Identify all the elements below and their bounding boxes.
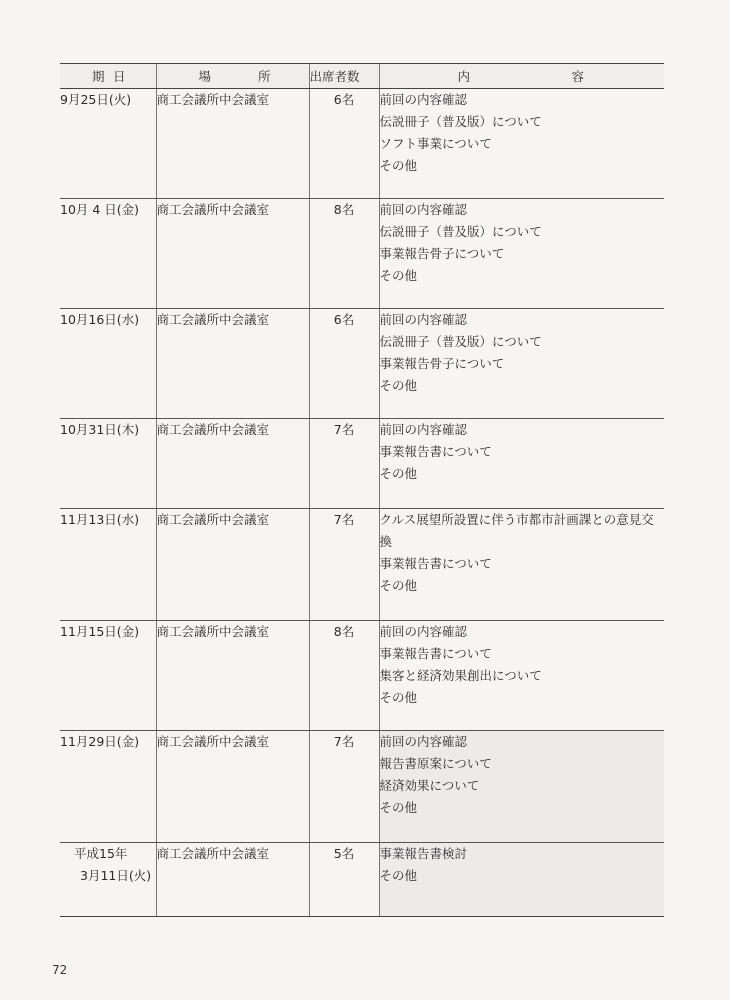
date-line: 11月13日(水) xyxy=(60,512,140,527)
cell-date xyxy=(60,621,156,731)
content-line: その他 xyxy=(379,158,418,173)
header-place xyxy=(156,64,309,89)
cell-attendance: 7名 xyxy=(309,419,379,509)
date-line: 11月29日(金) xyxy=(60,734,140,749)
date-line: 9月25日(火) xyxy=(60,92,132,107)
cell-content xyxy=(379,309,664,419)
content-line: その他 xyxy=(379,578,418,593)
cell-attendance: 6名 xyxy=(309,309,379,419)
cell-place: 商工会議所中会議室 xyxy=(156,509,309,621)
content-line: その他 xyxy=(379,466,418,481)
cell-content xyxy=(379,621,664,731)
date-line: 平成15年 xyxy=(74,846,128,861)
cell-place: 商工会議所中会議室 xyxy=(156,731,309,843)
cell-place: 商工会議所中会議室 xyxy=(156,419,309,509)
content-line: 事業報告書について xyxy=(379,444,492,459)
header-date xyxy=(60,64,156,89)
cell-place: 商工会議所中会議室 xyxy=(156,199,309,309)
content-line: クルス展望所設置に伴う市都市計画課との意見交換 xyxy=(379,512,654,549)
date-line: 10月31日(木) xyxy=(60,422,140,437)
content-line: その他 xyxy=(379,690,418,705)
cell-place: 商工会議所中会議室 xyxy=(156,89,309,199)
meeting-schedule-table xyxy=(60,63,664,917)
table-row xyxy=(60,309,664,419)
cell-place: 商工会議所中会議室 xyxy=(156,843,309,917)
cell-content xyxy=(379,419,664,509)
cell-date xyxy=(60,199,156,309)
header-place-char-2: 所 xyxy=(257,69,271,84)
content-line: 伝説冊子（普及版）について xyxy=(379,224,542,239)
header-attendance-label: 出席者数 xyxy=(309,69,360,84)
content-line: 前回の内容確認 xyxy=(379,734,468,749)
cell-attendance: 8名 xyxy=(309,199,379,309)
header-attendance xyxy=(309,64,379,89)
header-date-char-2: 日 xyxy=(112,69,126,84)
content-line: 伝説冊子（普及版）について xyxy=(379,114,542,129)
cell-place: 商工会議所中会議室 xyxy=(156,621,309,731)
table-row xyxy=(60,199,664,309)
cell-date xyxy=(60,731,156,843)
header-content-char-2: 容 xyxy=(571,69,584,84)
content-line: 前回の内容確認 xyxy=(379,202,468,217)
cell-date xyxy=(60,89,156,199)
content-line: 前回の内容確認 xyxy=(379,92,468,107)
cell-content xyxy=(379,199,664,309)
content-line: 前回の内容確認 xyxy=(379,422,468,437)
date-line: 3月11日(火) xyxy=(80,868,152,883)
table-row xyxy=(60,419,664,509)
content-line: 事業報告書検討 xyxy=(379,846,468,861)
cell-content xyxy=(379,843,664,917)
cell-place: 商工会議所中会議室 xyxy=(156,309,309,419)
content-line: ソフト事業について xyxy=(379,136,492,151)
date-line: 10月16日(水) xyxy=(60,312,140,327)
table-row xyxy=(60,621,664,731)
content-line: 事業報告書について xyxy=(379,646,492,661)
cell-attendance: 6名 xyxy=(309,89,379,199)
content-line: 前回の内容確認 xyxy=(379,624,468,639)
cell-date xyxy=(60,419,156,509)
table-row xyxy=(60,89,664,199)
cell-attendance: 8名 xyxy=(309,621,379,731)
cell-attendance: 5名 xyxy=(309,843,379,917)
header-date-char-1: 期 xyxy=(92,69,105,84)
table-row xyxy=(60,731,664,843)
content-line: その他 xyxy=(379,378,418,393)
cell-content xyxy=(379,89,664,199)
cell-date xyxy=(60,309,156,419)
content-line: 伝説冊子（普及版）について xyxy=(379,334,542,349)
content-line: その他 xyxy=(379,268,418,283)
date-line: 10月 4 日(金) xyxy=(60,202,140,217)
content-line: その他 xyxy=(379,868,418,883)
cell-attendance: 7名 xyxy=(309,509,379,621)
date-line: 11月15日(金) xyxy=(60,624,140,639)
header-content-char-1: 内 xyxy=(457,69,471,84)
header-content xyxy=(379,64,664,89)
content-line: 事業報告骨子について xyxy=(379,246,505,261)
content-line: 経済効果について xyxy=(379,778,480,793)
cell-attendance: 7名 xyxy=(309,731,379,843)
table-row xyxy=(60,843,664,917)
table-header-row xyxy=(60,64,664,89)
content-line: その他 xyxy=(379,800,418,815)
page-number: 72 xyxy=(52,963,68,977)
cell-date xyxy=(60,843,156,917)
cell-content xyxy=(379,731,664,843)
content-line: 集客と経済効果創出について xyxy=(379,668,542,683)
cell-date xyxy=(60,509,156,621)
content-line: 報告書原案について xyxy=(379,756,492,771)
header-place-char-1: 場 xyxy=(198,69,212,84)
cell-content xyxy=(379,509,664,621)
content-line: 事業報告骨子について xyxy=(379,356,505,371)
table-row xyxy=(60,509,664,621)
content-line: 前回の内容確認 xyxy=(379,312,468,327)
content-line: 事業報告書について xyxy=(379,556,492,571)
